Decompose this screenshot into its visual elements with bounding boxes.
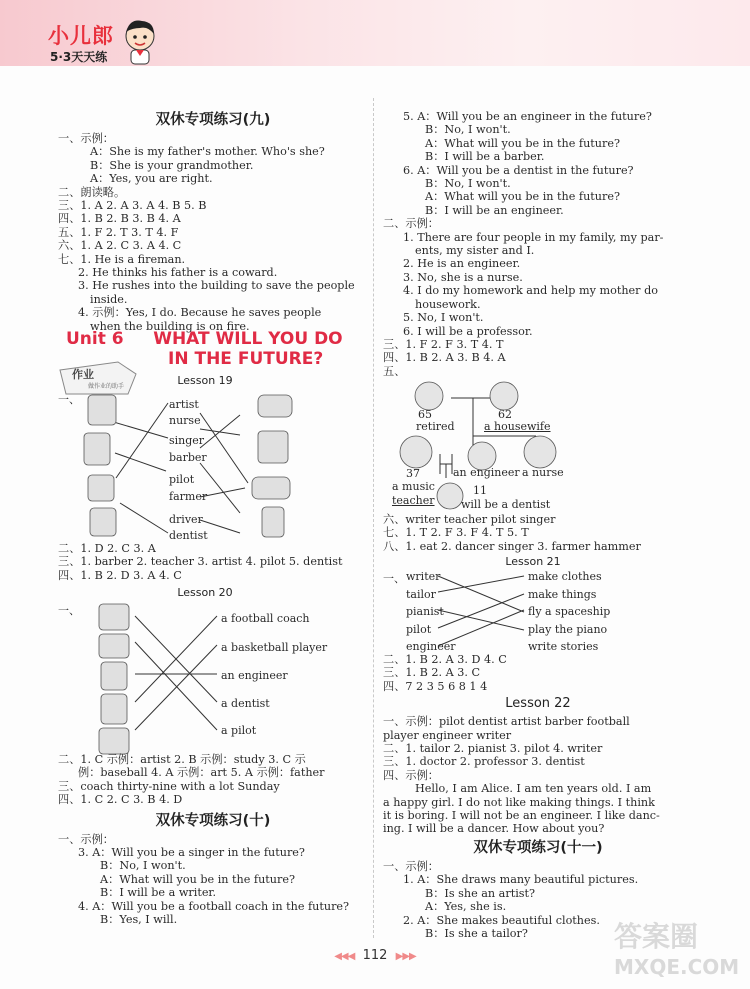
text-line: 八、1. eat 2. dancer singer 3. farmer hammer	[383, 539, 641, 553]
l21-left-tailor: tailor	[406, 588, 436, 601]
right-after-tree	[383, 513, 693, 553]
section-title-10: 双休专项练习(十)	[155, 812, 271, 829]
l21-left-writer: writer	[406, 570, 441, 583]
l20-word-dentist: a dentist	[221, 697, 270, 710]
text-line: A：What will you be in the future?	[425, 190, 620, 204]
text-line: 1. There are four people in my family, my par-	[403, 230, 664, 244]
text-line: 2. He thinks his father is a coward.	[78, 266, 278, 280]
text-line: 一、示例：	[58, 832, 114, 846]
mother-job-2: teacher	[392, 494, 435, 507]
text-line: 例：baseball 4. A 示例：art 5. A 示例：father	[78, 766, 325, 780]
boy-mascot-icon	[122, 18, 158, 66]
text-line: A：Yes, you are right.	[90, 172, 213, 186]
l21-left-pianist: pianist	[406, 605, 444, 618]
unit-title-2: IN THE FUTURE?	[168, 349, 324, 369]
text-line: 3. He rushes into the building to save the people	[78, 279, 355, 293]
text-line: 二、1. C 示例：artist 2. B 示例：study 3. C 示	[58, 753, 306, 766]
text-line: 二、1. D 2. C 3. A	[58, 542, 156, 555]
text-line: 六、writer teacher pilot singer	[383, 513, 556, 526]
l21-right-5: write stories	[528, 640, 599, 653]
text-line: B：No, I won't.	[425, 123, 511, 137]
l19-word-dentist: dentist	[169, 529, 208, 542]
father-job: an engineer	[453, 466, 520, 479]
text-line: 三、1. A 2. A 3. A 4. B 5. B	[58, 199, 207, 213]
text-line: when the building is on fire.	[90, 319, 250, 333]
text-line: 二、1. B 2. A 3. D 4. C	[383, 653, 507, 666]
text-line: 四、示例：	[383, 768, 439, 782]
text-line: 4. A：Will you be a football coach in the future?	[78, 899, 350, 913]
text-line: B：Yes, I will.	[100, 913, 178, 927]
lesson-20-title: Lesson 20	[177, 586, 233, 599]
l21-left-engineer: engineer	[406, 640, 456, 653]
text-line: A：What will you be in the future?	[425, 136, 620, 150]
text-line: 一、示例：	[58, 132, 114, 145]
page-header	[0, 0, 750, 66]
l21-right-1: make clothes	[528, 570, 602, 583]
text-line: 一、示例：pilot dentist artist barber football	[383, 715, 630, 729]
text-line: 一、示例：	[383, 859, 439, 873]
lesson-19-answers	[58, 542, 368, 582]
section-title-11: 双休专项练习(十一)	[473, 839, 603, 856]
column-divider	[373, 98, 374, 938]
mother-age: 37	[406, 467, 420, 480]
text-line: 3. No, she is a nurse.	[403, 270, 523, 284]
text-line: A：She is my father's mother. Who's she?	[90, 145, 325, 159]
l21-right-2: make things	[528, 588, 597, 601]
text-line: 二、朗读略。	[58, 185, 126, 199]
text-line: 五、	[383, 364, 406, 378]
l20-word-engineer: an engineer	[221, 669, 288, 682]
l20-word-pilot: a pilot	[221, 724, 257, 737]
text-line: B：Is she a tailor?	[425, 926, 528, 940]
text-line: 三、1. F 2. F 3. T 4. T	[383, 337, 504, 351]
right-column-top	[383, 110, 693, 378]
text-line: 四、1. C 2. C 3. B 4. D	[58, 793, 183, 807]
text-line: B：No, I won't.	[100, 859, 186, 873]
text-line: A：What will you be in the future?	[100, 872, 295, 886]
l21-left-pilot: pilot	[406, 623, 432, 636]
left-arrows-icon: ◀◀◀	[334, 951, 355, 962]
unit-title-1: WHAT WILL YOU DO	[153, 329, 343, 349]
left-column-top	[58, 108, 368, 333]
l19-word-nurse: nurse	[169, 414, 201, 427]
l19-word-artist: artist	[169, 398, 199, 411]
text-line: player engineer writer	[383, 728, 512, 742]
l20-word-basketball-player: a basketball player	[221, 641, 328, 654]
l19-word-farmer: farmer	[169, 490, 208, 503]
text-line: 四、1. B 2. D 3. A 4. C	[58, 568, 182, 582]
l21-right-4: play the piano	[528, 623, 608, 636]
text-line: inside.	[90, 292, 128, 306]
lesson-22-title: Lesson 22	[505, 696, 571, 712]
watermark-top: 答案圈	[614, 920, 699, 953]
text-line: 6. I will be a professor.	[403, 324, 533, 338]
lesson-21-matching	[436, 574, 526, 648]
child-age: 11	[473, 484, 487, 497]
grandpa-job: retired	[416, 420, 455, 433]
text-line: B：I will be a writer.	[100, 886, 217, 900]
section-title-9: 双休专项练习(九)	[155, 112, 271, 128]
stamp-small-text: 做作业的助手	[88, 383, 125, 390]
text-line: 四、1. B 2. A 3. B 4. A	[383, 351, 506, 365]
text-line: 三、1. doctor 2. professor 3. dentist	[383, 755, 585, 769]
l20-word-football-coach: a football coach	[221, 612, 310, 625]
l21-mark: 一、	[383, 572, 405, 585]
text-line: 4. I do my homework and help my mother do	[403, 284, 658, 298]
l20-mark: 一、	[58, 604, 80, 617]
logo-title: 小儿郎	[48, 24, 114, 48]
text-line: Hello, I am Alice. I am ten years old. I am	[415, 782, 652, 796]
l19-word-driver: driver	[169, 513, 203, 526]
page-number: 112	[362, 948, 388, 963]
l19-word-singer: singer	[169, 434, 205, 447]
text-line: 5. No, I won't.	[403, 311, 484, 325]
text-line: 1. A：She draws many beautiful pictures.	[403, 873, 639, 887]
lesson-21-answers	[383, 653, 693, 940]
text-line: 三、coach thirty-nine with a lot Sunday	[58, 779, 280, 793]
text-line: a happy girl. I do not like making things. I think	[383, 795, 655, 809]
text-line: 四、1. B 2. B 3. B 4. A	[58, 212, 181, 226]
grandma-job: a housewife	[484, 420, 551, 433]
l19-word-pilot: pilot	[169, 473, 195, 486]
lesson-21-title: Lesson 21	[505, 555, 561, 568]
text-line: 6. A：Will you be a dentist in the future?	[403, 163, 634, 177]
aunt-job: a nurse	[522, 466, 564, 479]
text-line: 4. 示例：Yes, I do. Because he saves people	[78, 306, 322, 320]
text-line: B：I will be an engineer.	[425, 203, 564, 217]
watermark	[610, 915, 745, 983]
text-line: B：No, I won't.	[425, 177, 511, 191]
text-line: 2. A：She makes beautiful clothes.	[403, 913, 600, 927]
text-line: B：Is she an artist?	[425, 886, 536, 900]
logo-subtitle: 5·3天天练	[50, 50, 108, 64]
lesson-20-answers	[58, 753, 368, 926]
text-line: 二、1. tailor 2. pianist 3. pilot 4. writer	[383, 742, 603, 756]
text-line: A：Yes, she is.	[425, 900, 507, 914]
text-line: 三、1. B 2. A 3. C	[383, 666, 481, 680]
text-line: it is boring. I will not be an engineer. I like danc-	[383, 809, 660, 823]
text-line: 三、1. barber 2. teacher 3. artist 4. pilot 5. dentist	[58, 555, 343, 569]
text-line: housework.	[415, 297, 481, 311]
right-arrows-icon: ▶▶▶	[395, 951, 416, 962]
l21-right-3: fly a spaceship	[528, 605, 611, 618]
text-line: 二、示例：	[383, 217, 439, 231]
grandpa-age: 65	[418, 408, 432, 421]
text-line: 七、1. He is a fireman.	[58, 252, 186, 266]
watermark-bottom: MXQE.COM	[614, 955, 740, 979]
text-line: 五、1. F 2. T 3. T 4. F	[58, 225, 179, 239]
grandma-age: 62	[498, 408, 512, 421]
text-line: 六、1. A 2. C 3. A 4. C	[58, 239, 182, 253]
text-line: B：She is your grandmother.	[90, 158, 254, 172]
text-line: 四、7 2 3 5 6 8 1 4	[383, 679, 488, 693]
l19-mark: 一、	[58, 393, 80, 406]
text-line: 七、1. T 2. F 3. F 4. T 5. T	[383, 526, 529, 540]
text-line: ing. I will be a dancer. How about you?	[383, 822, 605, 836]
lesson-20-matching	[95, 602, 225, 757]
unit-label: Unit 6	[66, 329, 124, 349]
text-line: ents, my sister and I.	[415, 244, 535, 258]
text-line: 3. A：Will you be a singer in the future?	[78, 846, 305, 860]
text-line: 5. A：Will you be an engineer in the future?	[403, 110, 652, 123]
text-line: 2. He is an engineer.	[403, 257, 521, 271]
child-job: will be a dentist	[461, 498, 551, 511]
text-line: B：I will be a barber.	[425, 150, 545, 164]
mother-job-1: a music	[392, 480, 435, 493]
l19-word-barber: barber	[169, 451, 207, 464]
stamp-text: 作业	[72, 368, 94, 381]
lesson-19-title: Lesson 19	[177, 374, 233, 387]
